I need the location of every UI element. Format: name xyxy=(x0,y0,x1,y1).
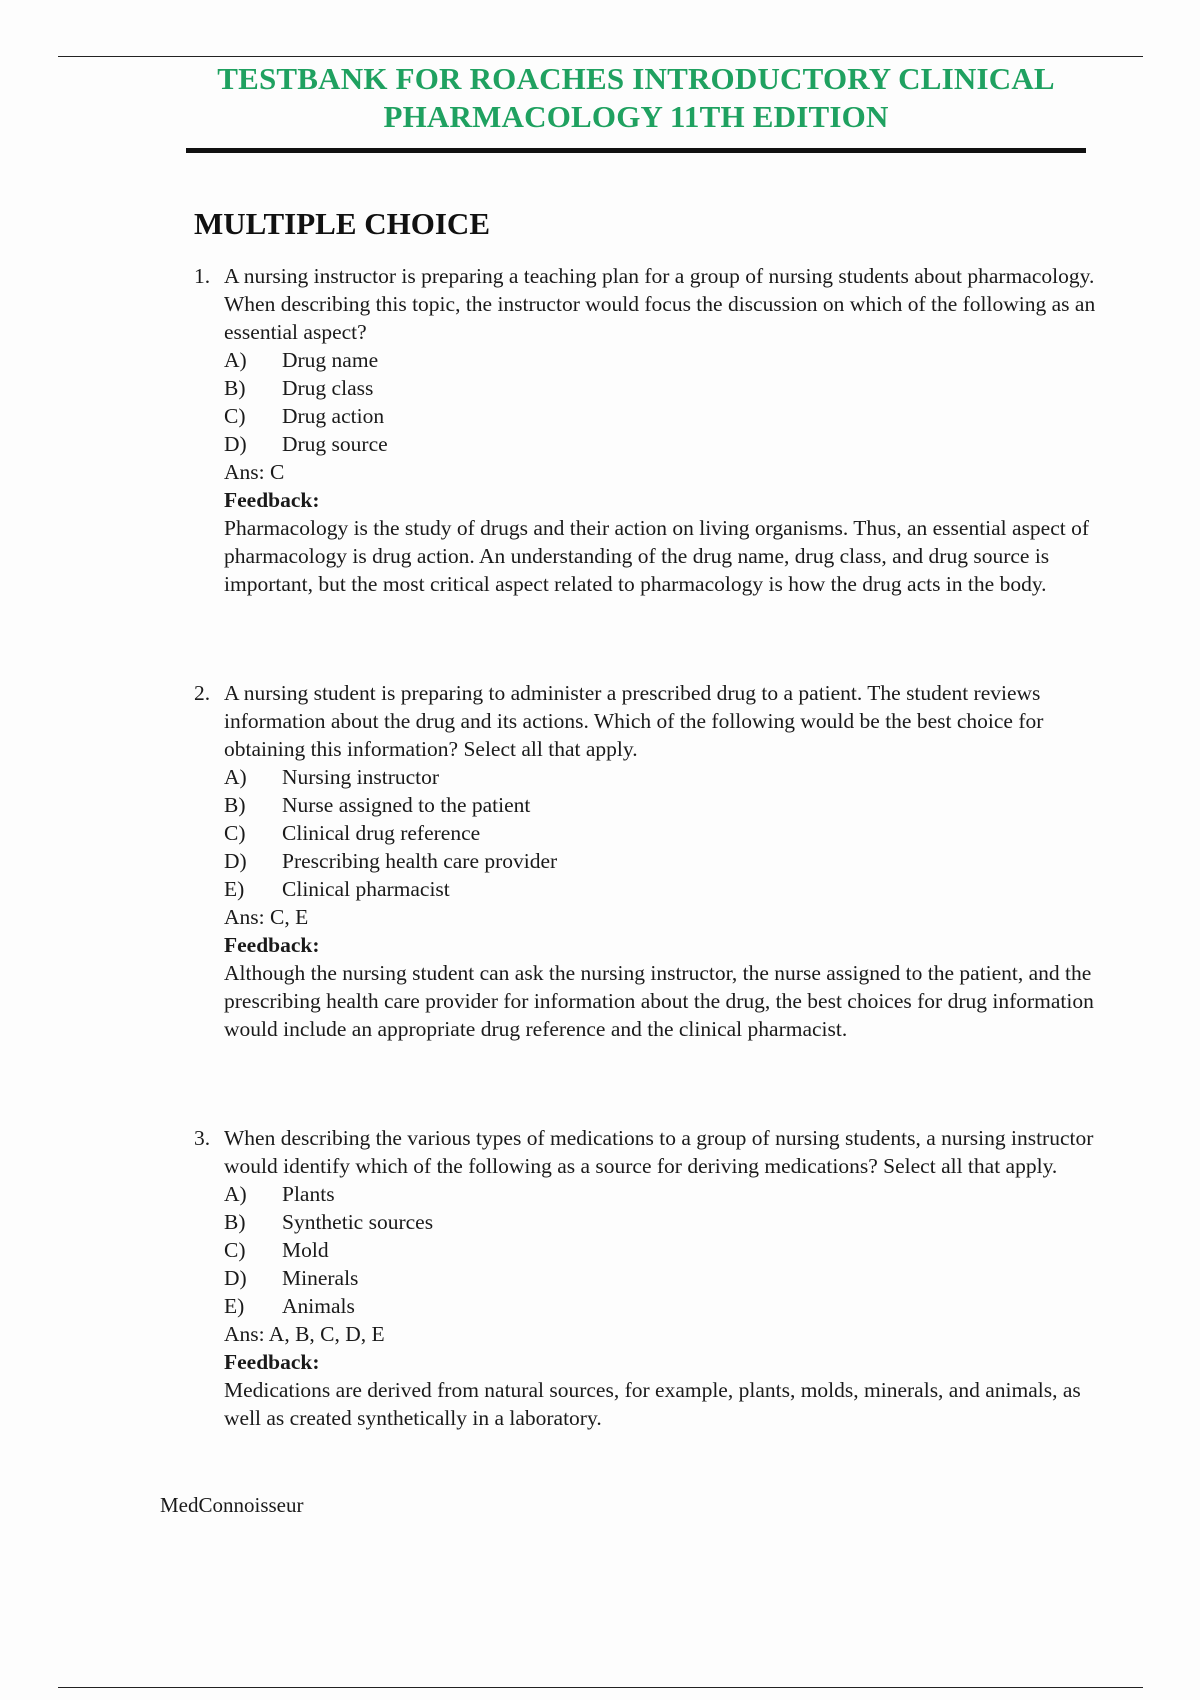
footer-watermark: MedConnoisseur xyxy=(160,1493,304,1517)
option-letter: A) xyxy=(224,1182,247,1206)
feedback-text: Although the nursing student can ask the nursing instructor, the nurse assigned to the patient, and the prescribing health care provider for information about the drug, the best choices for drug information would include an appropriate drug reference and the clinical pharmacist. xyxy=(224,961,1094,1041)
option-b xyxy=(224,1208,1104,1236)
option-letter: B) xyxy=(224,376,246,400)
feedback-label: Feedback: xyxy=(224,1350,320,1374)
question-number: 2. xyxy=(194,681,211,705)
option-letter: A) xyxy=(224,348,247,372)
option-letter: B) xyxy=(224,793,246,817)
question-stem xyxy=(194,262,1104,346)
option-text: Minerals xyxy=(282,1266,359,1290)
question-2 xyxy=(194,679,1104,1043)
option-text: Nurse assigned to the patient xyxy=(282,793,531,817)
question-number: 1. xyxy=(194,264,211,288)
answer-line: Ans: C xyxy=(224,460,285,484)
option-d xyxy=(224,1264,1104,1292)
option-c xyxy=(224,819,1104,847)
option-letter: E) xyxy=(224,877,245,901)
feedback-label: Feedback: xyxy=(224,488,320,512)
option-text: Drug name xyxy=(282,348,379,372)
option-d xyxy=(224,847,1104,875)
option-letter: D) xyxy=(224,1266,247,1290)
option-letter: E) xyxy=(224,1294,245,1318)
option-text: Nursing instructor xyxy=(282,765,440,789)
option-text: Synthetic sources xyxy=(282,1210,434,1234)
feedback-label: Feedback: xyxy=(224,933,320,957)
option-a xyxy=(224,1180,1104,1208)
option-text: Drug action xyxy=(282,404,385,428)
question-stem xyxy=(194,1124,1104,1180)
option-a xyxy=(224,346,1104,374)
option-letter: B) xyxy=(224,1210,246,1234)
option-text: Prescribing health care provider xyxy=(282,849,558,873)
title-line-2: PHARMACOLOGY 11TH EDITION xyxy=(383,99,889,134)
title-underline xyxy=(186,148,1086,153)
option-text: Plants xyxy=(282,1182,335,1206)
option-d xyxy=(224,430,1104,458)
option-text: Clinical drug reference xyxy=(282,821,481,845)
option-a xyxy=(224,763,1104,791)
option-letter: D) xyxy=(224,432,247,456)
question-number: 3. xyxy=(194,1126,211,1150)
option-text: Mold xyxy=(282,1238,329,1262)
option-text: Drug source xyxy=(282,432,388,456)
feedback-text: Medications are derived from natural sources, for example, plants, molds, minerals, and animals, as well as created synthetically in a laboratory. xyxy=(224,1378,1081,1430)
option-e xyxy=(224,875,1104,903)
document-title xyxy=(186,60,1086,136)
question-3 xyxy=(194,1124,1104,1432)
question-text: A nursing instructor is preparing a teaching plan for a group of nursing students about pharmacology. When describing this topic, the instructor would focus the discussion on which of the following as an essential aspect? xyxy=(224,264,1096,344)
option-text: Drug class xyxy=(282,376,374,400)
option-letter: C) xyxy=(224,404,246,428)
option-c xyxy=(224,1236,1104,1264)
option-letter: D) xyxy=(224,849,247,873)
option-e xyxy=(224,1292,1104,1320)
question-text: A nursing student is preparing to administer a prescribed drug to a patient. The student reviews information about the drug and its actions. Which of the following would be the best choice for obtaining this information? Select all that apply. xyxy=(224,681,1044,761)
option-letter: A) xyxy=(224,765,247,789)
option-text: Animals xyxy=(282,1294,355,1318)
feedback-text: Pharmacology is the study of drugs and their action on living organisms. Thus, an essential aspect of pharmacology is drug action. An understanding of the drug name, drug class, and drug source is important, but the most critical aspect related to pharmacology is how the drug acts in the body. xyxy=(224,516,1090,596)
answer-line: Ans: A, B, C, D, E xyxy=(224,1322,385,1346)
option-text: Clinical pharmacist xyxy=(282,877,450,901)
top-border-rule xyxy=(58,56,1143,57)
section-heading: MULTIPLE CHOICE xyxy=(194,206,490,241)
option-b xyxy=(224,791,1104,819)
question-1 xyxy=(194,262,1104,598)
option-b xyxy=(224,374,1104,402)
bottom-border-rule xyxy=(58,1687,1143,1688)
title-line-1: TESTBANK FOR ROACHES INTRODUCTORY CLINICAL xyxy=(217,61,1055,96)
option-letter: C) xyxy=(224,821,246,845)
question-text: When describing the various types of medications to a group of nursing students, a nursing instructor would identify which of the following as a source for deriving medications? Select all that apply. xyxy=(224,1126,1094,1178)
option-letter: C) xyxy=(224,1238,246,1262)
answer-line: Ans: C, E xyxy=(224,905,309,929)
question-stem xyxy=(194,679,1104,763)
option-c xyxy=(224,402,1104,430)
